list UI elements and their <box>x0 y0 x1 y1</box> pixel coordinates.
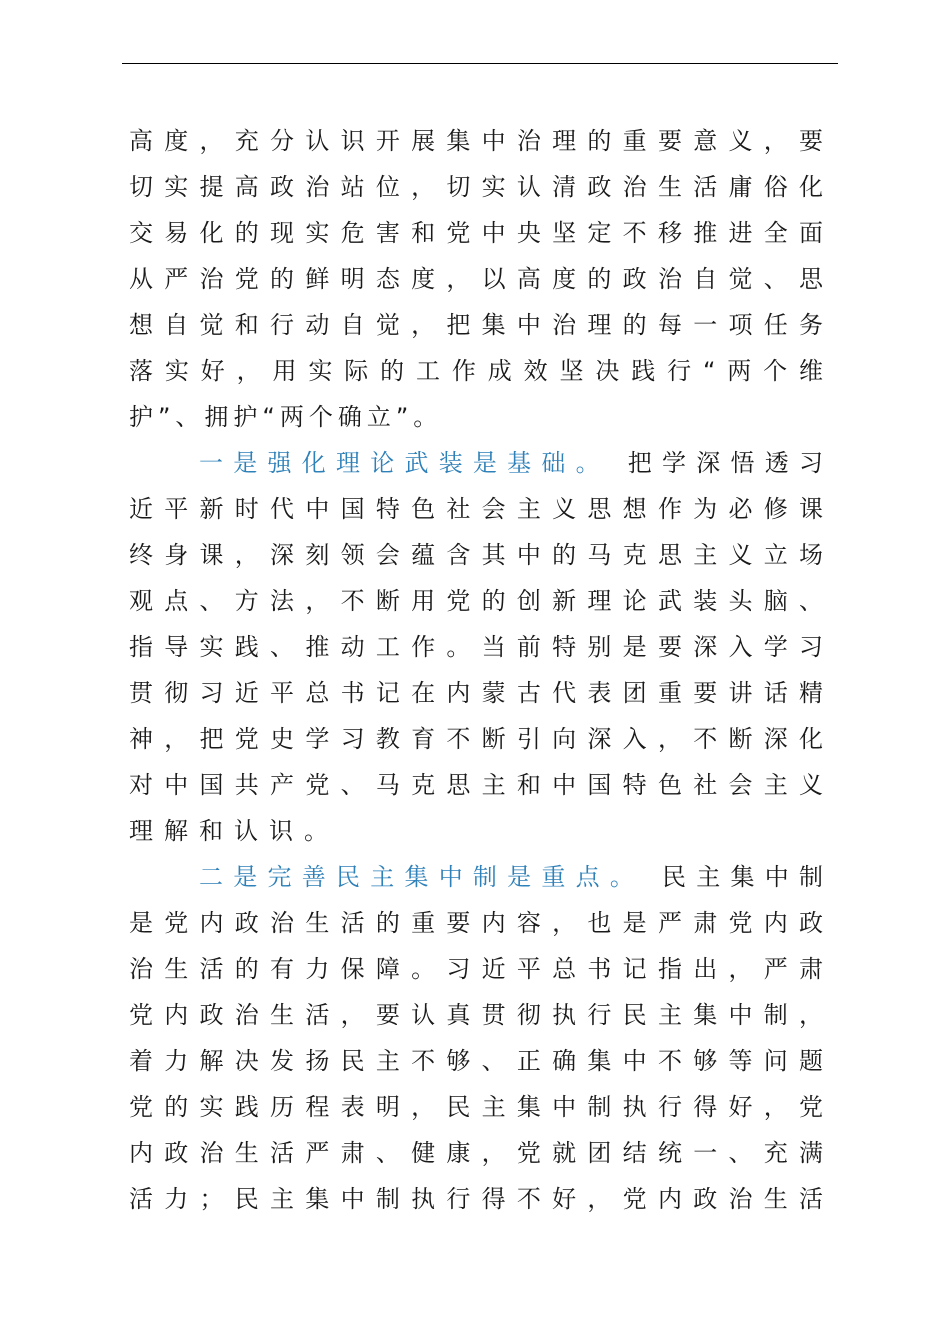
text-line: 切实提高政治站位，切实认清政治生活庸俗化 <box>129 173 823 201</box>
text-line: 着力解决发扬民主不够、正确集中不够等问题 <box>129 1047 823 1075</box>
text-line: 终身课，深刻领会蕴含其中的马克思主义立场 <box>129 541 823 569</box>
text-line: 党的实践历程表明，民主集中制执行得好，党 <box>129 1093 823 1121</box>
text-line: 内政治生活严肃、健康，党就团结统一、充满 <box>129 1139 823 1167</box>
text-line: 理解和认识。 <box>129 817 339 845</box>
header-rule <box>122 63 838 64</box>
text-line: 活力；民主集中制执行得不好，党内政治生活 <box>129 1185 823 1213</box>
text-line: 近平新时代中国特色社会主义思想作为必修课 <box>129 495 823 523</box>
text-fragment: 把学深悟透习 <box>627 449 823 477</box>
section-heading: 一是强化理论武装是基础。 <box>199 449 610 477</box>
text-line: 是党内政治生活的重要内容，也是严肃党内政 <box>129 909 823 937</box>
section-heading: 二是完善民主集中制是重点。 <box>199 863 645 891</box>
text-line: 对中国共产党、马克思主和中国特色社会主义 <box>129 771 823 799</box>
text-line: 交易化的现实危害和党中央坚定不移推进全面 <box>129 219 823 247</box>
text-line: 神，把党史学习教育不断引向深入，不断深化 <box>129 725 823 753</box>
paragraph-first-line <box>129 440 823 486</box>
text-line: 治生活的有力保障。习近平总书记指出，严肃 <box>129 955 823 983</box>
text-line: 贯彻习近平总书记在内蒙古代表团重要讲话精 <box>129 679 823 707</box>
text-line: 高度，充分认识开展集中治理的重要意义，要 <box>129 127 823 155</box>
text-line: 从严治党的鲜明态度，以高度的政治自觉、思 <box>129 265 823 293</box>
text-line: 落实好，用实际的工作成效坚决践行“两个维 <box>129 357 823 385</box>
text-line: 党内政治生活，要认真贯彻执行民主集中制， <box>129 1001 823 1029</box>
text-line: 护”、拥护“两个确立”。 <box>129 403 443 431</box>
text-line: 想自觉和行动自觉，把集中治理的每一项任务 <box>129 311 823 339</box>
text-line: 指导实践、推动工作。当前特别是要深入学习 <box>129 633 823 661</box>
text-fragment: 民主集中制 <box>662 863 823 891</box>
paragraph-first-line <box>129 854 823 900</box>
text-line: 观点、方法，不断用党的创新理论武装头脑、 <box>129 587 823 615</box>
document-body <box>129 118 823 1222</box>
